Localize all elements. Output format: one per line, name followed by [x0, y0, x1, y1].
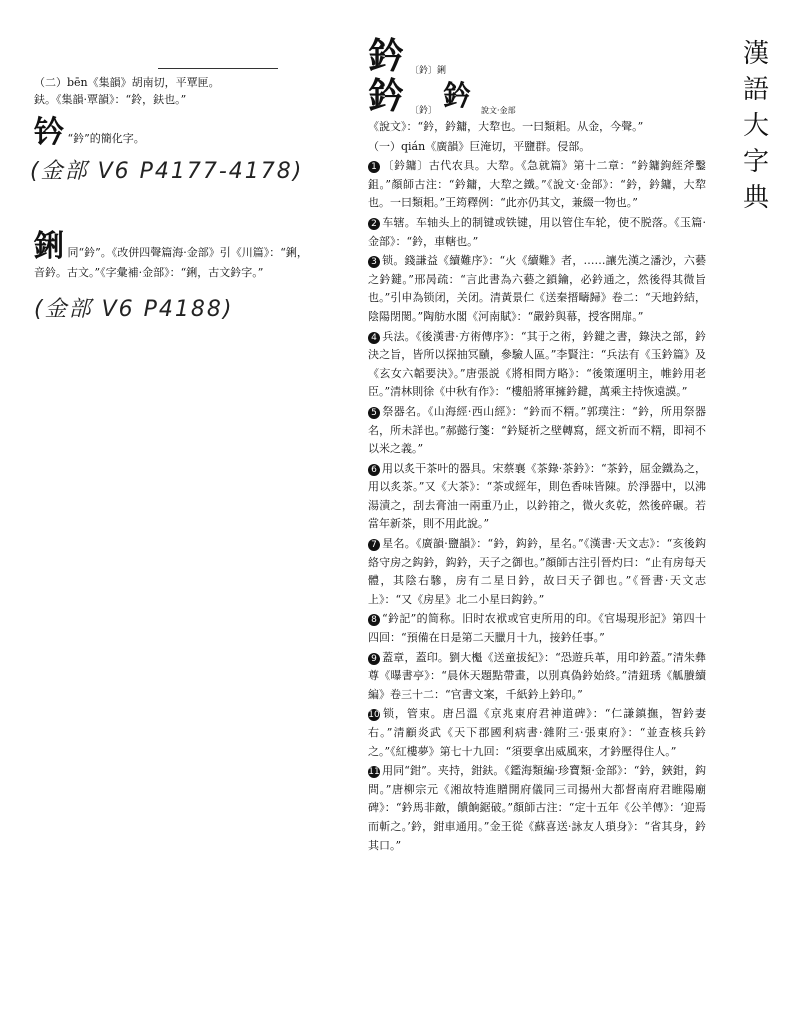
- handwritten-note-2: (金部 V6 P4188): [34, 297, 234, 322]
- def-para-0: 《說文》：“鈐，鈐鏞，大犂也。一曰類耜。从金，今聲。”: [368, 120, 644, 133]
- sense-number-1: 1: [368, 161, 380, 173]
- headword-char-2: 鈐: [368, 75, 405, 117]
- headword-row-1: [368, 36, 706, 76]
- headword-note-1: 〔鈐〕鋓: [410, 66, 447, 76]
- simplified-char-definition: “鈐”的簡化字。: [67, 132, 145, 145]
- headword-note-2: 〔鈐〕: [410, 106, 438, 116]
- vertical-book-title: [736, 36, 776, 216]
- def-para-7: 6 用以炙干茶叶的器具。宋蔡襄《茶錄·茶鈐》：“茶鈐，屈金鐵為之，用以炙茶。”又《大茶》：“茶或經年，則色香味皆陳。於淨器中，以沸湯漬之，刮去膏油一兩重乃止，以鈐箝之，微火炙乾，然後碎碾。若當年新茶，則不用此說。”: [368, 461, 706, 531]
- sense-number-11: 11: [368, 767, 380, 778]
- def-para-2: 1 〔鈐鏞〕古代农具。大犂。《急就篇》第十二章：“鈐鏞鉤絰斧鑿鉏。”顏師古注：“鈐鏞，大犂之鐵。”《說文·金部》：“鈐，鈐鏞，大犂也。一曰類耜。”王筠釋例：“此亦仍其文，兼綴一物也。”: [368, 159, 706, 210]
- definition-text: [368, 118, 706, 855]
- headword-row-2: [368, 76, 706, 116]
- sense-number-9: 9: [368, 653, 380, 665]
- def-para-10: 9 蓋章，蓋印。劉大櫆《送童拔紀》：“恐遊兵革，用印鈐蓋。”清朱彝尊《曝書亭》：“晨休天題點帶畫，以別真偽鈐始終。”清鈕琇《觚賸續編》卷三十二：“官書文案，千紙鈐上鈐印。”: [368, 650, 706, 701]
- def-para-11: 10 锁，管束。唐呂溫《京兆東府君神道碑》：“仁謙鎮撫，智鈐妻右。”清顧炎武《天下郡國利病書·雜附三·張東府》：“並查核兵鈐之。”《紅樓夢》第七十九回：“須要拿出威風來，才鈐壓得住人。”: [368, 707, 706, 758]
- simplified-char: 钤: [34, 115, 64, 150]
- def-para-9: 8 “鈐記”的简称。旧时农袱或官吏所用的印。《官場現形記》第四十四回：“預備在日是第二天臘月十九，接鈐任事。”: [368, 612, 706, 645]
- def-para-3: 2 车辖。车轴头上的制键或铁键，用以管住车轮，使不脱落。《玉篇·金部》：“鈐，車轄也。”: [368, 215, 706, 248]
- def-para-6: 5 祭器名。《山海經·西山經》：“鈐而不糈。”郭璞注：“鈐，所用祭器名，所未詳也。”郝懿行箋：“鈐疑祈之壁轉寫，經文祈而不糈，即祠不以米之義。”: [368, 404, 706, 456]
- def-para-1: （一）qián《廣韻》巨淹切，平鹽群。侵部。: [368, 139, 591, 153]
- title-char-4: 字: [742, 147, 769, 177]
- left-variant-block: [34, 230, 334, 281]
- entry1-line1: （二）bēn《集韻》胡南切，平覃匣。: [34, 76, 220, 89]
- title-char-2: 語: [742, 75, 769, 105]
- def-para-12: 11 用同“鉗”。夹持，鉗鈇。《鑑海類編·珍寶類·金部》：“鈐，鋏鉗，鈎問。”唐柳宗元《湘故特進贈開府儀同三司揚州大都督南府君睢陽廟碑》：“鈐馬非敵，饋餉鋸破。”顏師古注：“定十五年《公羊傳》：‘迎焉而斬之。’鈐，鉗車通用。”金王從《蘇喜送·詠友人瑣身》：“省其身，鈐其口。”: [368, 764, 706, 852]
- title-char-5: 典: [742, 183, 769, 213]
- sense-number-5: 5: [368, 407, 380, 419]
- headword-char-1: 鈐: [368, 35, 405, 77]
- entry1-line2: 鈇。《集韻·覃韻》：“鈴，鈇也。”: [34, 93, 187, 106]
- seal-script-char: 鈐: [443, 79, 472, 112]
- right-column: [368, 36, 706, 856]
- sense-number-2: 2: [368, 218, 380, 230]
- seal-source: 說文·金部: [481, 106, 516, 115]
- def-para-4: 3 锁。錢謙益《續難序》：“火《續難》者，……讓先漢之潘沙，六藝之鈐鍵。”邢昺疏：“言此書為六藝之鎖鑰，必鈐通之，然後得其微旨也。”引申為锁闭，关闭。清黃景仁《送秦搢疇歸》卷二：“天地鈐結，陰陽閉閡。”陶舫水閣《河南賦》：“嚴鈐與幕，授客開扉。”: [368, 254, 706, 323]
- variant-char: 鋓: [34, 229, 64, 264]
- sense-number-4: 4: [368, 332, 380, 344]
- title-char-1: 漢: [742, 39, 769, 69]
- sense-number-6: 6: [368, 464, 380, 476]
- title-char-3: 大: [742, 111, 769, 141]
- def-para-5: 4 兵法。《後漢書·方術傳序》：“其于之術，鈐鍵之書，錄決之部，鈐決之旨，皆所以探抽冥賾，參驗人區。”李賢注：“兵法有《玉鈐篇》及《玄女六韜要決》。”唐張説《將相問方略》：“後策運明主，帷鈐用老臣。”清林則徐《中秋有作》：“樓船將軍擁鈐鍵，萬乘主持恢遠謨。”: [368, 329, 706, 399]
- sense-number-8: 8: [368, 614, 380, 626]
- sense-number-10: 10: [368, 710, 380, 721]
- sense-number-3: 3: [368, 256, 380, 268]
- left-entry-block: [34, 74, 334, 150]
- top-divider: [158, 68, 278, 69]
- variant-line1: 同“鈐”。《改併四聲篇海·金部》引《川篇》：“鋓，: [67, 246, 308, 259]
- sense-number-7: 7: [368, 539, 380, 551]
- variant-line2: 音鈐。古文。”《字彙補·金部》：“鋓，古文鈐字。”: [34, 266, 264, 279]
- def-para-8: 7 星名。《廣韻·鹽韻》：“鈐，鈎鈐，星名。”《漢書·天文志》：“亥後鈎絡守房之鈎鈐，鈎鈐，天子之御也。”顏師古注引晉灼曰：“止有房每天體，其陰右驂，房有二星日鈐，故曰天子御也。”《晉書·天文志上》：“又《房星》北二小星曰鈎鈐。”: [368, 537, 706, 606]
- handwritten-note-1: (金部 V6 P4177-4178): [30, 159, 304, 184]
